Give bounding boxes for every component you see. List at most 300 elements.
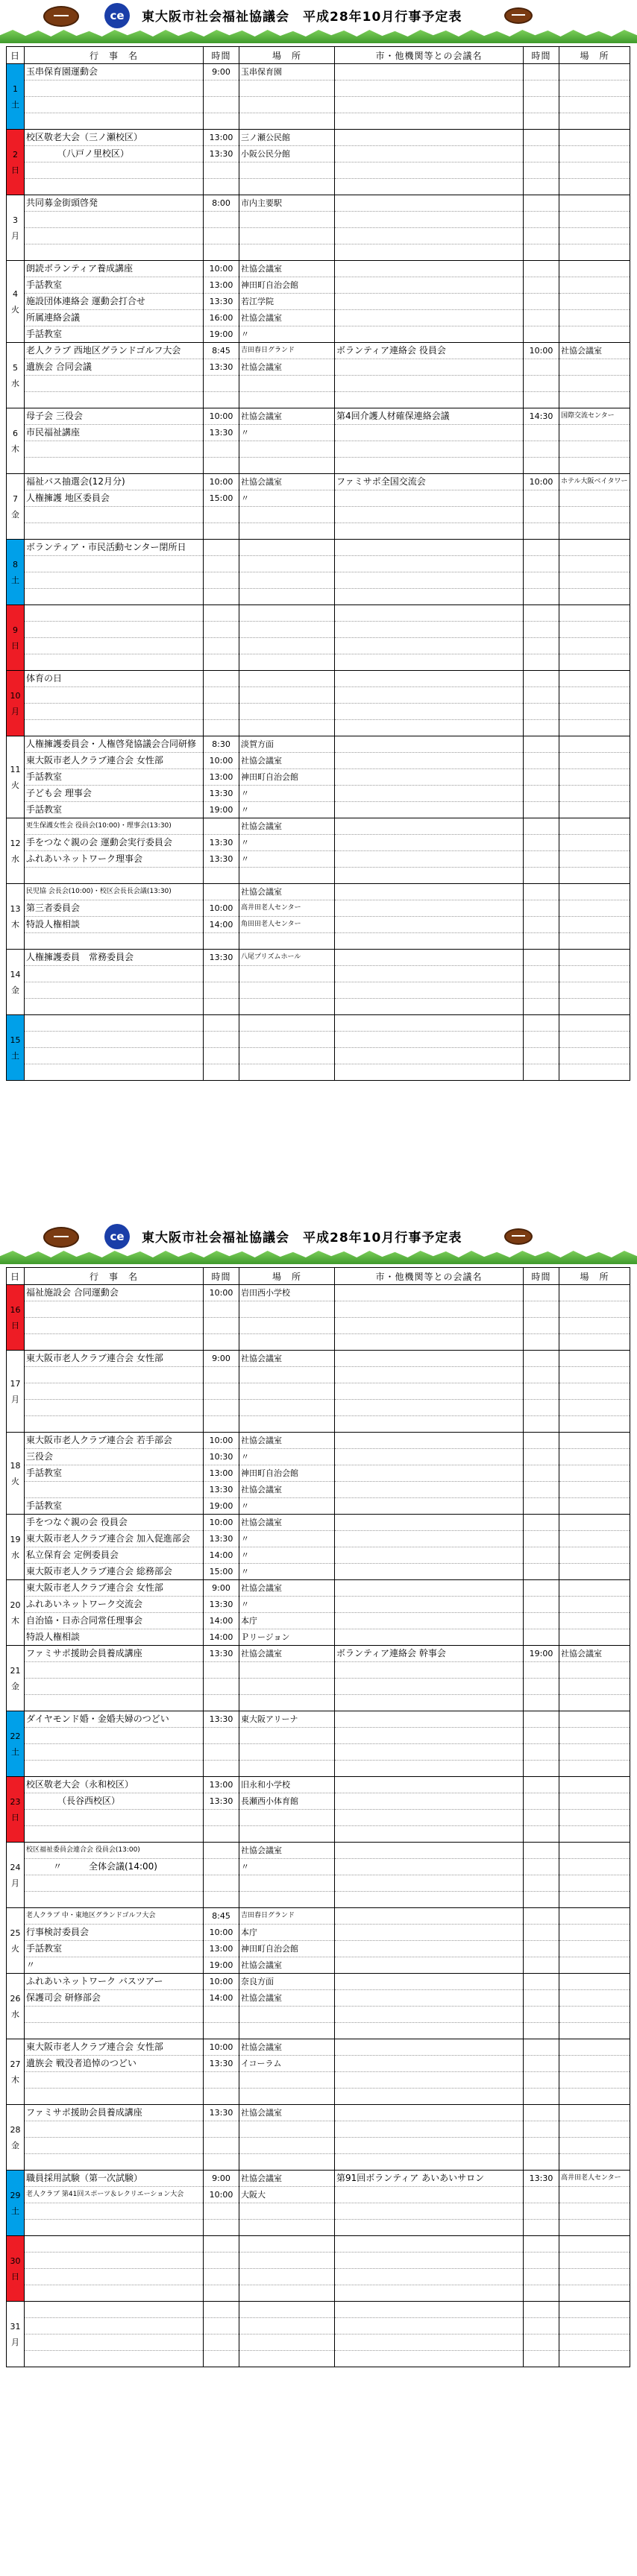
time-cell: 16:00 [204, 310, 239, 326]
other-time-cell [524, 195, 559, 212]
other-event-cell [335, 950, 524, 966]
other-event-cell [335, 1728, 524, 1744]
event-cell: 東大阪市老人クラブ連合会 女性部 [25, 2039, 204, 2056]
other-time-cell [524, 1482, 559, 1498]
event-cell [25, 2121, 204, 2138]
other-time-cell [524, 392, 559, 408]
event-cell [25, 2089, 204, 2105]
event-cell [25, 2007, 204, 2023]
other-time-cell [524, 2269, 559, 2285]
place-cell [239, 622, 335, 638]
time-cell [204, 2220, 239, 2236]
table-row [7, 64, 630, 80]
time-cell: 13:00 [204, 1941, 239, 1957]
day-cell: 4 火 [7, 261, 25, 343]
day-cell: 10 月 [7, 671, 25, 736]
other-event-cell [335, 1613, 524, 1629]
time-cell [204, 80, 239, 97]
other-place-cell [559, 917, 630, 933]
event-cell: 校区福祉委員会連合会 役員会(13:00) [25, 1843, 204, 1859]
place-cell: 高井田老人センター [239, 900, 335, 917]
other-place-cell: ホテル大阪ベイタワー [559, 474, 630, 490]
event-cell [25, 654, 204, 671]
event-cell: 手話教室 [25, 802, 204, 818]
event-cell [25, 2269, 204, 2285]
time-cell: 8:45 [204, 343, 239, 359]
other-time-cell [524, 277, 559, 294]
place-cell [239, 2089, 335, 2105]
other-event-cell [335, 1416, 524, 1433]
place-cell: 〃 [239, 326, 335, 343]
day-cell: 17 月 [7, 1351, 25, 1433]
header-other-time: 時間 [524, 1268, 559, 1285]
time-cell: 13:30 [204, 425, 239, 441]
table-row [7, 1957, 630, 1974]
other-time-cell [524, 2236, 559, 2253]
place-cell: 〃 [239, 851, 335, 868]
other-place-cell [559, 1793, 630, 1810]
time-cell: 9:00 [204, 1351, 239, 1367]
other-event-cell [335, 113, 524, 130]
other-place-cell [559, 2187, 630, 2203]
other-time-cell [524, 1613, 559, 1629]
other-event-cell [335, 64, 524, 80]
other-event-cell [335, 359, 524, 376]
other-time-cell [524, 982, 559, 999]
other-time-cell [524, 1597, 559, 1613]
time-cell: 10:00 [204, 900, 239, 917]
table-row [7, 671, 630, 687]
time-cell [204, 2089, 239, 2105]
day-cell: 5 水 [7, 343, 25, 408]
other-time-cell [524, 1711, 559, 1728]
event-cell [25, 1875, 204, 1892]
other-place-cell [559, 900, 630, 917]
other-event-cell [335, 1679, 524, 1695]
other-place-cell [559, 1351, 630, 1367]
other-time-cell [524, 1064, 559, 1081]
other-event-cell [335, 1064, 524, 1081]
event-cell [25, 2318, 204, 2334]
day-cell: 31 月 [7, 2302, 25, 2367]
other-time-cell [524, 2138, 559, 2154]
place-cell [239, 2072, 335, 2089]
other-time-cell [524, 1334, 559, 1351]
other-time-cell [524, 490, 559, 507]
place-cell [239, 1679, 335, 1695]
event-cell [25, 244, 204, 261]
event-cell: ファミサポ援助会員養成講座 [25, 2105, 204, 2121]
time-cell: 13:30 [204, 1531, 239, 1547]
place-cell: 社協会議室 [239, 310, 335, 326]
day-cell: 9 日 [7, 605, 25, 671]
place-cell: 〃 [239, 490, 335, 507]
event-cell: 〃 全体会議(14:00) [25, 1859, 204, 1875]
other-place-cell [559, 1498, 630, 1515]
time-cell [204, 638, 239, 654]
time-cell: 10:00 [204, 1974, 239, 1990]
place-cell: 社協会議室 [239, 261, 335, 277]
table-row [7, 818, 630, 835]
table-row [7, 490, 630, 507]
other-event-cell [335, 179, 524, 195]
table-row [7, 572, 630, 589]
place-cell: 社協会議室 [239, 1351, 335, 1367]
place-cell [239, 1400, 335, 1416]
place-cell: 市内主要駅 [239, 195, 335, 212]
time-cell [204, 1064, 239, 1081]
place-cell [239, 1334, 335, 1351]
time-cell [204, 1810, 239, 1826]
time-cell [204, 1728, 239, 1744]
event-cell [25, 507, 204, 523]
header-event: 行 事 名 [25, 1268, 204, 1285]
table-row [7, 605, 630, 622]
other-time-cell [524, 999, 559, 1015]
other-time-cell [524, 2121, 559, 2138]
event-cell [25, 376, 204, 392]
other-place-cell [559, 1629, 630, 1646]
place-cell [239, 2023, 335, 2039]
other-event-cell [335, 80, 524, 97]
other-time-cell [524, 704, 559, 720]
place-cell [239, 1383, 335, 1400]
other-time-cell [524, 261, 559, 277]
other-time-cell [524, 2220, 559, 2236]
other-place-cell [559, 507, 630, 523]
time-cell: 15:00 [204, 490, 239, 507]
place-cell: 〃 [239, 1564, 335, 1580]
other-place-cell [559, 2072, 630, 2089]
day-cell: 16 日 [7, 1285, 25, 1351]
time-cell [204, 1318, 239, 1334]
other-event-cell [335, 441, 524, 458]
other-time-cell [524, 1957, 559, 1974]
other-event-cell [335, 2138, 524, 2154]
event-cell [25, 1383, 204, 1400]
other-place-cell [559, 1547, 630, 1564]
time-cell [204, 228, 239, 244]
table-row [7, 1761, 630, 1777]
time-cell [204, 2253, 239, 2269]
table-row [7, 868, 630, 884]
other-time-cell [524, 376, 559, 392]
other-place-cell: 高井田老人センター [559, 2171, 630, 2187]
place-cell [239, 244, 335, 261]
time-cell: 13:30 [204, 1482, 239, 1498]
other-place-cell [559, 1941, 630, 1957]
event-cell: （長谷西校区） [25, 1793, 204, 1810]
time-cell: 19:00 [204, 1498, 239, 1515]
other-event-cell [335, 1711, 524, 1728]
other-time-cell [524, 2089, 559, 2105]
other-time-cell [524, 1285, 559, 1301]
other-place-cell [559, 1015, 630, 1032]
event-cell: 〃 [25, 1957, 204, 1974]
time-cell [204, 2007, 239, 2023]
place-cell [239, 720, 335, 736]
place-cell: 〃 [239, 1597, 335, 1613]
other-place-cell [559, 1433, 630, 1449]
other-event-cell [335, 786, 524, 802]
other-event-cell [335, 1843, 524, 1859]
day-cell: 25 火 [7, 1908, 25, 1974]
other-event-cell [335, 1777, 524, 1793]
place-cell [239, 2220, 335, 2236]
event-cell [25, 1892, 204, 1908]
other-event-cell [335, 589, 524, 605]
place-cell: 社協会議室 [239, 408, 335, 425]
other-place-cell [559, 1285, 630, 1301]
event-cell [25, 2302, 204, 2318]
time-cell [204, 2351, 239, 2367]
time-cell: 10:00 [204, 1925, 239, 1941]
other-event-cell [335, 2302, 524, 2318]
event-cell: 人権擁護委員 常務委員会 [25, 950, 204, 966]
event-cell [25, 228, 204, 244]
place-cell: 〃 [239, 786, 335, 802]
time-cell [204, 572, 239, 589]
table-row [7, 2121, 630, 2138]
other-time-cell: 13:30 [524, 2171, 559, 2187]
other-time-cell [524, 2154, 559, 2171]
day-cell: 2 日 [7, 130, 25, 195]
other-time-cell [524, 1465, 559, 1482]
other-time-cell [524, 179, 559, 195]
other-event-cell [335, 1810, 524, 1826]
event-cell [25, 687, 204, 704]
table-row [7, 1679, 630, 1695]
other-event-cell [335, 884, 524, 900]
other-event-cell [335, 1662, 524, 1679]
time-cell [204, 2023, 239, 2039]
table-row [7, 900, 630, 917]
event-cell: ボランティア・市民活動センター閉所日 [25, 540, 204, 556]
event-cell [25, 2154, 204, 2171]
table-row [7, 113, 630, 130]
time-cell [204, 966, 239, 982]
other-event-cell [335, 654, 524, 671]
other-event-cell [335, 2072, 524, 2089]
place-cell [239, 392, 335, 408]
place-cell [239, 1728, 335, 1744]
time-cell: 13:30 [204, 1646, 239, 1662]
place-cell: 社協会議室 [239, 1843, 335, 1859]
place-cell [239, 1367, 335, 1383]
other-place-cell [559, 523, 630, 540]
event-cell: 体育の日 [25, 671, 204, 687]
time-cell: 13:30 [204, 1793, 239, 1810]
other-time-cell [524, 523, 559, 540]
place-cell [239, 1662, 335, 1679]
other-place-cell [559, 1679, 630, 1695]
other-time-cell [524, 835, 559, 851]
place-cell: 〃 [239, 425, 335, 441]
event-cell: 福祉バス抽選会(12月分) [25, 474, 204, 490]
time-cell: 10:00 [204, 2039, 239, 2056]
header-place: 場 所 [239, 1268, 335, 1285]
place-cell [239, 654, 335, 671]
time-cell [204, 2138, 239, 2154]
event-cell: 朗読ボランティア養成講座 [25, 261, 204, 277]
other-event-cell [335, 310, 524, 326]
table-row [7, 720, 630, 736]
event-cell: ファミサポ援助会員養成講座 [25, 1646, 204, 1662]
event-cell: 人権擁護 地区委員会 [25, 490, 204, 507]
other-event-cell [335, 638, 524, 654]
place-cell: 東大阪アリーナ [239, 1711, 335, 1728]
event-cell [25, 966, 204, 982]
time-cell: 9:00 [204, 2171, 239, 2187]
other-time-cell [524, 786, 559, 802]
place-cell [239, 2121, 335, 2138]
time-cell: 8:30 [204, 736, 239, 753]
table-row [7, 359, 630, 376]
other-place-cell [559, 376, 630, 392]
page-title: 東大阪市社会福祉協議会 平成28年10月行事予定表 [142, 1231, 462, 1246]
other-event-cell [335, 1449, 524, 1465]
other-place-cell [559, 1826, 630, 1843]
day-cell: 24 月 [7, 1843, 25, 1908]
other-place-cell [559, 228, 630, 244]
table-row [7, 326, 630, 343]
other-event-cell [335, 523, 524, 540]
other-place-cell [559, 212, 630, 228]
event-cell [25, 2072, 204, 2089]
event-cell: 玉串保育園運動会 [25, 64, 204, 80]
other-event-cell [335, 671, 524, 687]
place-cell [239, 982, 335, 999]
other-event-cell [335, 2236, 524, 2253]
table-row [7, 802, 630, 818]
time-cell [204, 1367, 239, 1383]
other-place-cell [559, 146, 630, 162]
other-time-cell [524, 2105, 559, 2121]
other-place-cell [559, 966, 630, 982]
other-event-cell [335, 622, 524, 638]
day-cell: 30 日 [7, 2236, 25, 2302]
place-cell [239, 212, 335, 228]
place-cell: 吉田春日グランド [239, 1908, 335, 1925]
place-cell [239, 458, 335, 474]
other-place-cell [559, 1416, 630, 1433]
event-cell: 東大阪市老人クラブ連合会 女性部 [25, 1580, 204, 1597]
other-time-cell [524, 1015, 559, 1032]
place-cell: 三ノ瀬公民館 [239, 130, 335, 146]
other-event-cell [335, 1892, 524, 1908]
other-event-cell [335, 2056, 524, 2072]
time-cell: 14:00 [204, 1547, 239, 1564]
place-cell [239, 113, 335, 130]
table-row [7, 1064, 630, 1081]
other-event-cell [335, 1875, 524, 1892]
other-place-cell [559, 64, 630, 80]
other-place-cell [559, 458, 630, 474]
place-cell: 神田町自治会館 [239, 1465, 335, 1482]
event-cell: 三役会 [25, 1449, 204, 1465]
event-cell: 東大阪市老人クラブ連合会 若手部会 [25, 1433, 204, 1449]
table-row [7, 2220, 630, 2236]
table-row [7, 786, 630, 802]
table-row [7, 294, 630, 310]
other-time-cell [524, 1515, 559, 1531]
other-event-cell [335, 1032, 524, 1048]
event-cell [25, 1032, 204, 1048]
other-event-cell [335, 704, 524, 720]
event-cell [25, 1416, 204, 1433]
time-cell [204, 1744, 239, 1761]
place-cell [239, 671, 335, 687]
other-event-cell [335, 228, 524, 244]
other-time-cell [524, 572, 559, 589]
other-time-cell [524, 1547, 559, 1564]
time-cell [204, 2072, 239, 2089]
time-cell: 19:00 [204, 802, 239, 818]
other-event-cell [335, 490, 524, 507]
time-cell [204, 605, 239, 622]
place-cell: 〃 [239, 1547, 335, 1564]
table-row [7, 2203, 630, 2220]
other-time-cell [524, 1449, 559, 1465]
other-time-cell: 10:00 [524, 343, 559, 359]
other-place-cell [559, 1580, 630, 1597]
other-time-cell [524, 2007, 559, 2023]
schedule-table [6, 1267, 630, 2367]
event-cell [25, 1728, 204, 1744]
table-row [7, 474, 630, 490]
time-cell [204, 1875, 239, 1892]
event-cell: 職員採用試験（第一次試験） [25, 2171, 204, 2187]
day-cell: 11 火 [7, 736, 25, 818]
event-cell: 老人クラブ 西地区グランドゴルフ大会 [25, 343, 204, 359]
other-time-cell [524, 2072, 559, 2089]
table-row [7, 736, 630, 753]
other-place-cell: 国際交流センター [559, 408, 630, 425]
other-time-cell [524, 80, 559, 97]
other-event-cell [335, 162, 524, 179]
place-cell [239, 605, 335, 622]
table-row [7, 1032, 630, 1048]
event-cell [25, 2138, 204, 2154]
football-icon [504, 1228, 533, 1245]
other-time-cell [524, 1761, 559, 1777]
event-cell [25, 1301, 204, 1318]
other-time-cell [524, 736, 559, 753]
other-time-cell: 19:00 [524, 1646, 559, 1662]
table-row [7, 589, 630, 605]
event-cell: 更生保護女性会 役員会(10:00)・理事会(13:30) [25, 818, 204, 835]
other-place-cell [559, 2236, 630, 2253]
other-event-cell [335, 1793, 524, 1810]
time-cell: 10:00 [204, 261, 239, 277]
event-cell [25, 2236, 204, 2253]
other-event-cell: 第91回ボランティア あいあいサロン [335, 2171, 524, 2187]
place-cell: 〃 [239, 1859, 335, 1875]
other-time-cell [524, 654, 559, 671]
other-event-cell [335, 736, 524, 753]
other-time-cell [524, 884, 559, 900]
time-cell: 13:00 [204, 769, 239, 786]
place-cell [239, 999, 335, 1015]
time-cell [204, 540, 239, 556]
other-place-cell [559, 1744, 630, 1761]
other-time-cell [524, 900, 559, 917]
place-cell [239, 80, 335, 97]
table-row [7, 1810, 630, 1826]
place-cell [239, 1064, 335, 1081]
other-time-cell [524, 1564, 559, 1580]
other-event-cell [335, 244, 524, 261]
